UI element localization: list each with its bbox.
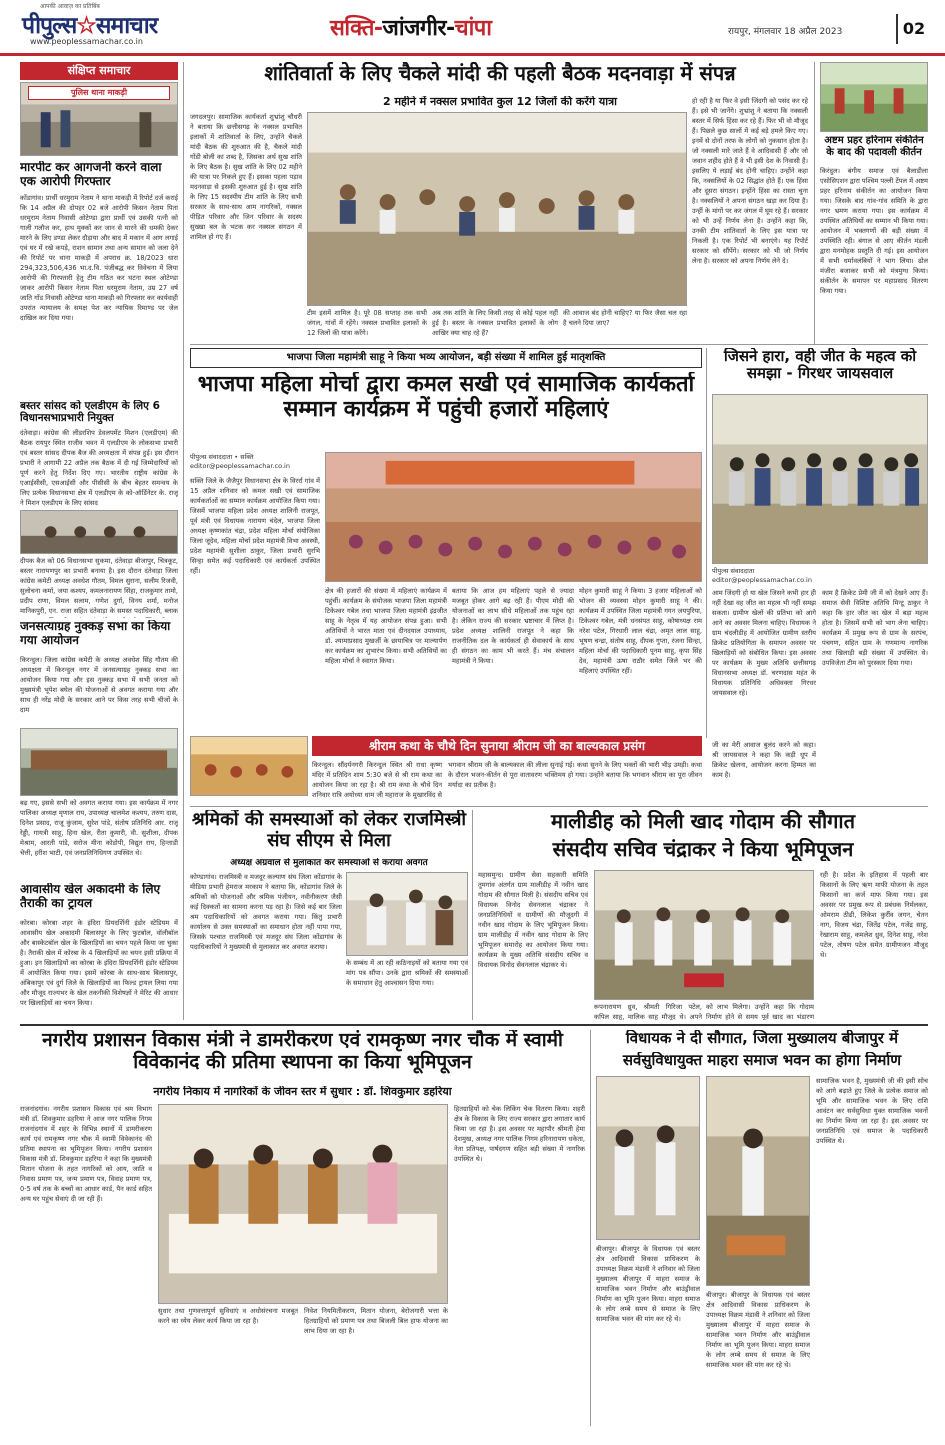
lead-subhead: 2 महीने में नक्सल प्रभावित कुल 12 जिलों की करेंगे यात्रा — [382, 96, 618, 108]
vivekanand-body-col1: राजनांदगांव। नगरीय प्रशासन विकास एवं श्रम विभाग मंत्री डॉ. शिवकुमार डहरिया ने आज नगर पालिक निगम राजनांदगांव में शहर के विभिन्न स्थानों में डामरीकरण कार्य एवं रामकृष्ण नगर चौक में स्वामी विवेकानंद की प्रतिमा स्थापना का भूमिपूजन किया। नगरीय प्रशासन विकास मंत्री डॉ. शिवकुमार डहरिया ने कहा कि मुख्यमंत्री मितान योजना के तहत नागरिकों को आय, जाति व निवास प्रमाण पत्र, जन्म प्रमाण पत्र, विवाह प्रमाण पत्र, 0-5 वर्ष तक के बच्चों का आधार कार्ड, पैन कार्ड सहित अन्य घर पहुंच सेवाएं दी जा रही हैं। — [20, 1105, 152, 1203]
shramik-body-col1: कोण्डागांव। राजमिस्त्री व मजदूर कल्याण संघ जिला कोंडागांव के मीडिया प्रभारी हेमराज मरकाम ने बताया कि, कोंडागांव जिले के श्रमिकों को योजनाओं और श्रमिक पंजीयन, नवीनीकरण जैसी कई दिक्कतों का सामना करना पड़ रहा है। जिसे कई बार जिला श्रम पदाधिकारियों को अवगत कराया गया। किंतु प्रभारी कार्यालय से उक्त समस्याओं का समाधान होता नहीं पाया गया, जिसके पश्चात राजमिस्त्री एवं मजदूर संघ जिला कोंडागांव के पदाधिकारियों ने मुख्यमंत्री से मुलाकात कर अवगत कराया। — [190, 873, 342, 951]
lead-body-col5: हो रही है या फिर वे इसी जिंदगी को पसंद कर रहे हैं। इसे भी जानेंगे। शुभ्रांशु ने बताया कि नक्सली बस्तर में सिर्फ हिंसा कर रहे हैं। फिर भी वो मौजूद हैं। पिछले कुछ सालों में कई बड़े हमले किए गए। इनमें से दोनों तरफ के लोगों को नुकसान होता है। जो नक्सली मारे जाते हैं वे आदिवासी हैं और जो जवान शहीद होते हैं वे भी इसी देश के निवासी हैं। इसलिए ये लड़ाई बंद होनी चाहिए। उन्होंने कहा कि, नक्सलियों के 02 सिद्धांत होते हैं। एक हिंसा और दूसरा संगठन। इन्होंने हिंसा का रास्ता चुना है। नक्सलियों ने अपना संगठन खड़ा कर दिया है। उन्हीं के मांगों पर कर जंगल में घूम रहे हैं। सरकार को भी उन्हें निर्णय लेना है। उन्होंने कहा कि, उनकी टीम शांतिवार्ता के लिए इस यात्रा पर निकली है। एक रिपोर्ट भी बनाएंगे। यह रिपोर्ट सरकार को सौंपेंगे। सरकार को भी जो निर्णय लेना है। सरकार को अपना निर्णय लेने दे। — [692, 97, 808, 265]
lead-body-col3: अब तक शांति के लिए किसी तरह से कोई पहल नहीं हुई है। बस्तर के नक्सल प्रभावित इलाकों के लोग आखिर क्या चाह रहे हैं? — [432, 309, 558, 337]
brief-news-banner: संक्षिप्त समाचार — [20, 62, 178, 80]
brief-3-body: किरन्दुल। जिला कांग्रेस कमेटी के अध्यक्ष अवधेश सिंह गौतम की अध्यक्षता में किरन्दुल नगर में जनसत्याग्रह नुक्कड़ सभा का आयोजन किया गया और इस नुक्कड़ सभा में सभी जनता को मुख्यमंत्री भूपेश बघेल की योजनाओं से अवगत कराया गया और साथ ही नरेंद्र मोदी के सरकार आने पर किस तरह सभी चीजों के दाम — [20, 656, 178, 714]
bjp-event-photo — [325, 452, 702, 582]
police-station-sign: पुलिस थाना माकड़ी — [28, 86, 170, 100]
vivekanand-event-photo — [158, 1104, 448, 1304]
mahra-community-photo — [596, 1076, 700, 1240]
rally-photo — [20, 728, 178, 796]
vivekanand-subhead: नगरीय निकाय में नागरिकों के जीवन स्तर में सुधार : डॉ. शिवकुमार डहरिया — [153, 1086, 452, 1098]
katha-photo — [190, 736, 308, 796]
lead-headline: शांतिवार्ता के लिए चैकले मांदी की पहली बैठक मदनवाड़ा में संपन्न — [264, 62, 736, 85]
column-divider — [183, 62, 184, 1020]
section-title: सक्ति-जांजगीर-चांपा — [330, 16, 492, 41]
vivekanand-body-col4: हितग्राहियों को चेक लिकिंग चेक वितरण किया। शहरी क्षेत्र के विकास के लिए राज्य सरकार द्वारा लगातार कार्य किया जा रहा है। इस अवसर पर महापौर श्रीमती हेमा देशमुख, अध्यक्ष नगर पालिक निगम हरिनारायण धकेता, नेता प्रतिपक्ष, पार्षदगण सहित बड़ी संख्या में नागरिक उपस्थित थे। — [454, 1105, 585, 1163]
bjp-headline: भाजपा महिला मोर्चा द्वारा कमल सखी एवं सामाजिक कार्यकर्ता सम्मान कार्यक्रम में पहुंची हजारों महिलाएं — [197, 372, 695, 423]
column-divider — [590, 1030, 591, 1426]
vivekanand-body-col3: निवेश नियमितीकरण, मितान योजना, बेरोजगारी भत्ता के हितग्राहियों को प्रमाण पत्र तथा बिजली बिल हाफ योजना का लाभ दिया जा रहा है। — [304, 1307, 448, 1335]
katha-body-col1: किरन्दुल। सौंदर्यनगरी किरन्दुल स्थित श्री राधा कृष्ण मंदिर में प्रतिदिन शाम 5:30 बजे से श्री राम कथा का आयोजन किया जा रहा है। श्री राम कथा के चौथे दिन शनिवार रात्रि अयोध्या धाम जी महाराज के मुखारविंद से — [312, 761, 442, 799]
katha-headline: श्रीराम कथा के चौथे दिन सुनाया श्रीराम जी का बाल्यकाल प्रसंग — [312, 736, 702, 756]
bjp-kicker: भाजपा जिला महामंत्री साहू ने किया भव्य आयोजन, बड़ी संख्या में शामिल हुई मातृशक्ति — [190, 348, 702, 368]
lead-body-col4: की आवाज बंद होनी चाहिए? या फिर जैसा चल रहा है चलने दिया जाए? — [563, 309, 687, 327]
mahra-headline-1: विधायक ने दी सौगात, जिला मुख्यालय बीजापुर में — [625, 1030, 899, 1047]
malidih-body-col4: रही है। प्रदेश के इतिहास में पहली बार किसानों के लिए ऋण माफी योजना के तहत किसानों का कर्ज माफ किया गया। इस अवसर पर प्रमुख रूप से प्रबंधक निर्मलकर, ओमराम ठीढी, लिकेश कुर्रीव जगन, चेतन नाग, विजय चंद्रा, जितेंद्र पटेल, गजेंद्र साहू, रेखाराम साहू, कमलेश ध्रुव, दिनेश साहू, नरेश पटेल, तोषण पटेल समेत ग्रामीणजन मौजूद थे। — [820, 871, 928, 959]
cricket-team-photo — [712, 394, 928, 564]
brief-3-headline: जनसत्याग्रह नुक्कड़ सभा का किया गया आयोजन — [20, 620, 171, 647]
malidih-body-col1: महासमुन्द। ग्रामीण सेवा सहकारी समिति तुमगांव अंतर्गत ग्राम मालीडीह में नवीन खाद गोदाम की सौगात मिली है। संसदीय सचिव एवं विधायक विनोद सेवनलाल चंद्राकर ने जनप्रतिनिधियों व ग्रामीणों की मौजूदगी में नवीन खाद गोदाम के लिए भूमिपूजन किया। ग्राम मालीडीह में नवीन खाद गोदाम के लिए भूमिपूजन समारोह का आयोजन किया गया। कार्यक्रम के मुख्य अतिथि संसदीय सचिव व विधायक विनोद सेवनलाल चंद्राकर थे। — [478, 871, 588, 969]
section-divider — [20, 1024, 928, 1026]
shramik-subhead: अध्यक्ष अग्रवाल से मुलाकात कर समस्याओं से कराया अवगत — [230, 858, 428, 868]
congress-meeting-photo — [20, 510, 178, 554]
vivekanand-body-col2: सुधार तथा गुणवत्तापूर्ण सुविधाएं व अधोसंरचना मजबूत करने का ध्येय लेकर कार्य किया जा रहा है। — [158, 1307, 298, 1325]
lead-body-col2: टीम इसमें शामिल है। पूरे 08 सप्ताह तक सभी जंगल, गांवों में रहेंगे। नक्सल प्रभावित इलाकों के 12 जिलों की यात्रा करेंगे। — [307, 309, 427, 337]
mahra-body-col2: बीजापुर। बीजापुर के विधायक एवं बस्तर क्षेत्र आदिवासी विकास प्राधिकरण के उपाध्यक्ष विक्रम मंडावी ने शनिवार को जिला मुख्यालय बीजापुर में माहरा समाज के सामाजिक भवन निर्माण और बाउंड्रीवाल निर्माण का भूमि पूजन किया। माहरा समाज के लोग लम्बे समय से समाज के लिए सामाजिक भवन की मांग कर रहे थे। — [706, 1291, 810, 1369]
shanti-meeting-photo — [307, 112, 687, 306]
bjp-body-col3: बताया कि आज हम महिलाएं पहले से ज्यादा मजबूत होकर आगे बढ़ रही हैं। पीएम मोदी की योजनाओं का लाभ सीधे महिलाओं तक पहुंच रहा है। लेकिन राज्य की सरकार भ्रष्टाचार में लिप्त है। प्रदेश अध्यक्ष शालिनी राजपूत ने कहा कि राजनीतिक दल के कार्यकर्ता ही सेवाकार्य के साथ ही संगठन का काम भी करते हैं। मंच संचालन महामंत्री ने किया। — [452, 587, 574, 665]
jaiswal-byline: पीपुल्स संवाददाता — [712, 567, 755, 575]
newspaper-logo: पीपुल्स☆समाचार — [22, 12, 158, 39]
column-divider — [814, 62, 815, 344]
brief-1-body: कोंडागांव। प्रार्थी धरमुराम नेताम ने थाना माकड़ी में रिपोर्ट दर्ज कराई कि 14 अप्रैल की दोपहर 02 बजे आरोपी किसन नेताम पिता धरमुराम नेताम निवासी ओटेण्डा द्वारा प्रार्थी एवं उसकी पत्नी को गाली गलौज कर, हाथ मुक्कों कर जान से मारने की धमकी देकर मारने के लिए डण्डा लेकर दौड़ाया और बाद में मकान में आग लगाई एवं घर में रखे कपड़े, राशन सामान तथा अन्य सामान को जला देने की रिपोर्ट पर थाना माकड़ी में अपराध क्र. 18/2023 धारा 294,323,506,436 भा.द.वि. पंजीबद्ध कर विवेचना में लिया आरोपी की गिरफ्तारी हेतु टीम गठित कर घटना स्थल ओटेण्डा जाकर आरोपी किसन नेताम पिता धरमुराम नेताम, उम्र 27 वर्ष जाति गोंड निवासी ओटेण्डा थाना माकड़ी को गिरफ्तार कर कार्यवाही उपरांत न्यायालय के समक्ष पेश कर न्यायिक रिमाण्ड पर जेल दाखिल कर दिया गया। — [20, 194, 178, 322]
jaiswal-body-col1: आम जिंदगी हो या खेल जिसने कभी हार ही नहीं देखा वह जीत का महत्व भी नहीं समझ सकता। ग्रामीण खेलों की प्रतिभा को आगे आने का अवसर मिलना चाहिए। विधायक ने ग्राम चंदलीडीह में आयोजित ग्रामीण स्तरीय क्रिकेट प्रतियोगिता के समापन अवसर पर खिलाड़ियों को संबोधित किया। इस अवसर पर कार्यक्रम के मुख्य अतिथि छत्तीसगढ़ विधानसभा अध्यक्ष डॉ. चरणदास महंत के विधायक प्रतिनिधि अधिवक्ता गिरधर जायसवाल रहे। — [712, 589, 816, 697]
shramik-headline: श्रमिकों की समस्याओं को लेकर राजमिस्त्री संघ सीएम से मिला — [191, 810, 467, 851]
malidih-headline-1: मालीडीह को मिली खाद गोदाम की सौगात — [550, 810, 856, 833]
brief-2-headline: बस्तर सांसद को एलडीएम के लिए 6 विधानसभाप्रभारी नियुक्त — [20, 400, 160, 425]
katha-body-col3: जी का मेरी आवाज बुलंद करने को कहा। श्री जायसवाल ने कहा कि कड़ी धूप में क्रिकेट खेलना, आयोजन करना हिम्मत का काम है। — [712, 741, 816, 779]
malidih-body-col2: रूपनारायण ध्रुव, श्रीमती गिरिजा पटेल, कपिल साहू, मालिक साहू मौजूद थे। अपने — [594, 1003, 702, 1020]
brief-2-body-cont: दीपक बैज को 06 विधानसभा सुकमा, दंतेवाड़ा बीजापुर, चित्रकूट, बस्तर नारायणपुर का प्रभारी बनाया है। इस दौरान दंतेवाड़ा जिला कांग्रेस कमेटी अध्यक्ष अवधेश गौतम, विमल सुराना, सलीम रिजवी, सुलोचना कर्मा, जया कश्यप, कमलनारायण सिंहा, राजकुमार तामो, प्रदीप राणा, विमल सलाम, गणेश दुर्गा, विनय शर्मा, मनोज मानिकपुरी, एन. राजा सहित दंतेवाड़ा के समस्त पदाधिकारी, ब्लाक — [20, 557, 178, 615]
brief-3-body-cont: बढ़ गए, इससे सभी को अवगत कराया गया। इस कार्यक्रम में नगर पालिका अध्यक्ष मृणाल राय, उपाध्यक्ष चालमेश कश्यप, तरुण दास, दिनेश प्रसाद, राजू कुंजाम, सुरेश पांडे, संतोष प्रतिनिधि आर. राजू रेड्डी, गायत्री साहू, हिना खेल, रीता कुमारी, वी. सुशीला, दीपक मेश्राम, आरती पांडे, सरोज मीना कोडोपी, विद्युत राय, हिन्ताडी चेत्ती, हरीश भाटी, एवं जनप्रतिनिधिगण उपस्थित थे। — [20, 799, 178, 857]
jaiswal-headline: जिसने हारा, वही जीत के महत्व को समझा - गिरधर जायसवाल — [723, 348, 917, 383]
bjp-byline: पीपुल्स संवाददाता • सक्ति — [190, 453, 254, 461]
bjp-email: editor@peoplessamachar.co.in — [190, 462, 290, 470]
website-url: www.peoplessamachar.co.in — [30, 37, 143, 46]
katha-body-col2: भगवान श्रीराम जी के बाल्यकाल की लीला सुनाई गई। कथा सुनने के लिए भक्तों की भारी भीड़ उमड़ी। कथा के दौरान भजन-कीर्तन से पूरा वातावरण भक्तिमय हो गया। उन्होंने बताया कि भगवान श्रीराम का पूरा जीवन मर्यादा का प्रतीक है। — [448, 761, 702, 789]
mahra-headline-2: सर्वसुविधायुक्त माहरा समाज भवन का होगा निर्माण — [622, 1052, 902, 1069]
bjp-body-col1: सक्ति जिले के जैजैपुर विधानसभा क्षेत्र के विरर्रा गांव में 15 अप्रैल शनिवार को कमल सखी एवं सामाजिक कार्यकर्ताओं का सम्मान कार्यक्रम आयोजित किया गया। जिसमें भाजपा महिला प्रदेश अध्यक्ष शालिनी राजपूत, पूर्व मंत्री एवं विधायक नारायण चंदेल, भाजपा जिला अध्यक्ष कृष्णकांत चंद्रा, प्रदेश महिला मोर्चा संयोजिका जिला जूदेव, महिला मोर्चा प्रदेश महामंत्री विभा अवस्थी, प्रदेश महामंत्री सुशीला ठाकुर, जिला प्रभारी सुरभि सिन्हा समेत कई पदाधिकारी एवं कार्यकर्ता उपस्थित रहीं। — [190, 477, 320, 575]
page-number: 02 — [896, 14, 930, 44]
column-divider — [472, 810, 473, 1020]
lead-body-col1: जगदलपुर। सामाजिक कार्यकर्ता शुभ्रांशु चौधरी ने बताया कि छत्तीसगढ़ के नक्सल प्रभावित इलाकों में शांतिवार्ता के लिए, उन्होंने चैकले मांदी बैठक की शुरुआत की है, चैकले मांदी गोंडी बोली का शब्द है, जिसका अर्थ सुख शांति के लिए बैठक है। सुख शांति के लिए 02 महीने की यात्रा पर निकले हुए हैं। इसका पहला पड़ाव मदनवाड़ा से इसकी शुरुआत हुई है। सुख शांति के लिए 15 सदस्यीय टीम शांति के लिए सभी सरकार के साथ-साथ आम नागरिकों, नक्सल पीड़ित परिवार और जिन परिवार के सदस्य सुख्खा बल के भटक कर नक्सल संगठन में शामिल हो गए हैं। — [190, 113, 302, 241]
column-divider — [706, 348, 707, 738]
malidih-headline-2: संसदीय सचिव चंद्राकर ने किया भूमिपूजन — [552, 838, 854, 861]
shramik-body-col2: के सम्बंध में आ रही कठिनाइयों को बताया गया एवं मांग पत्र सौंपा। उनके द्वारा श्रमिकों की समस्याओं के समाधान हेतु आश्वासन दिया गया। — [346, 959, 468, 987]
edition-date: रायपुर, मंगलवार 18 अप्रैल 2023 — [728, 27, 843, 37]
logo-tagline: आपकी आवाज़ का प्रतिबिंब — [40, 3, 100, 10]
brief-2-body: दंतेवाड़ा। कांग्रेस की लीडरशिप डेवलपमेंट मिशन (एलडीएम) की बैठक रायपुर स्थित राजीव भवन में एलडीएम के लोकसभा प्रभारी एवं बस्तर सांसद दीपक बैज की अध्यक्षता में संपन्न हुई। इस दौरान प्रभारी ने आगामी 22 अप्रैल तक बैठक में दी गई जिम्मेदारियों को पूर्ण करने हेतु निर्देश दिए गए। भारतीय राष्ट्रीय कांग्रेस के एआईसीसी, एसआईसी और पीसीसी के बीच बेहतर समन्वय के लिए प्रत्येक विधानसभा क्षेत्र में एलडीएम के को-ऑर्डिनेटर के. राजू ने मिशन एलडीएम के लिए सांसद — [20, 429, 178, 507]
mahra-body-col1: बीजापुर। बीजापुर के विधायक एवं बस्तर क्षेत्र आदिवासी विकास प्राधिकरण के उपाध्यक्ष विक्रम मंडावी ने शनिवार को जिला मुख्यालय बीजापुर में माहरा समाज के सामाजिक भवन निर्माण और बाउंड्रीवाल निर्माण का भूमि पूजन किया। माहरा समाज के लोग लम्बे समय से समाज के लिए सामाजिक भवन की मांग कर रहे थे। — [596, 1245, 700, 1323]
bjp-body-col2: क्षेत्र की हजारों की संख्या में महिलाएं कार्यक्रम में पहुंचीं। कार्यक्रम के संयोजक भाजपा जिला महामंत्री टिकेश्वर गबेल तथा भाजपा जिला महामंत्री इंद्रजीत साहू के नेतृत्व में यह आयोजन संपन्न हुआ। सभी अतिथियों ने भारत माता एवं दीनदयाल उपाध्याय, डॉ. श्यामाप्रसाद मुखर्जी के छायाचित्र पर माल्यार्पण कर कार्यक्रम का शुभारंभ किया। सभी अतिथियों का महिला मोर्चा ने स्वागत किया। — [325, 587, 447, 665]
masthead — [0, 0, 945, 56]
bjp-body-col4: मोहन कुमारी साहू ने किया। 3 हजार महिलाओं को भोजन की व्यवस्था मोहन कुमारी साहू ने की। कार्यक्रम में उपस्थित जिला महामंत्री गगन जयपुरिया, टिकेश्वर गबेल, मंत्री धनसंपत साहू, कोषाध्यक्ष राम नरेश पटेल, गिरधारी लाल चंद्रा, अमृत लाल साहू, भूषण चन्द्रा, संतोष साहू, दीपक गुप्ता, रंजना सिन्हा, महिला मोर्चा की पदाधिकारी पूनम साहू, कृपा सिंह देव, महामंत्री ऊषा राठौर समेत जिले भर की महिलाएं उपस्थित रहीं। — [579, 587, 702, 675]
mahra-bhoomipujan-photo — [706, 1076, 810, 1286]
brief-1-headline: मारपीट कर आगजनी करने वाला एक आरोपी गिरफ्तार — [20, 161, 162, 188]
malidih-body-col3: को लाभ मिलेगा। उन्होंने कहा कि गोदाम निर्माण होने से समय पूर्व खाद का भंडारण — [706, 1003, 814, 1020]
kirtan-photo — [820, 62, 928, 132]
section-divider — [190, 806, 928, 807]
kirtan-headline: अष्टम प्रहर हरिनाम संकीर्तन के बाद की पदावली कीर्तन — [824, 135, 924, 158]
jaiswal-body-col2: काम है क्रिकेट प्रेमी जी में को देखने आए हैं। समाज सेवी विशिष्ट अतिथि मिन्टू ठाकुर ने कहा कि हार जीत का खेल में बड़ा महत्व होता है। जिसमें सभी को भाग लेना चाहिए। कार्यक्रम में प्रमुख रूप से ग्राम के सरपंच, पंचगण, सहित ग्राम के गणमान्य नागरिक तथा खिलाड़ी बड़ी संख्या में उपस्थित थे। उपविजेता टीम को पुरस्कार दिया गया। — [822, 589, 928, 667]
brief-4-body: कोरबा। कोरबा शहर के इंदिरा प्रियदर्शिनी इंडोर स्टेडियम में आवासीय खेल अकादमी बिलासपुर के लिए फुटबॉल, वॉलीबॉल और बास्केटबॉल खेल के खिलाड़ियों का चयन पहले किया जा चुका है। तैराकी खेल में कोरबा के 4 खिलाड़ियों का चयन इसी प्रक्रिया में हुआ। इन खिलाड़ियों का कोरबा के इंदिरा प्रियदर्शिनी इंडोर स्टेडियम में आयोजित किया गया। इसमें कोरबा के साथ-साथ बिलासपुर, अंबिकापुर एवं दुर्ग जिले के खिलाड़ियों का फिल्ड ट्रायल लिया गया और मौजूद राज्यभर के खेल तकनीकी विशेषज्ञों ने मेरिट की आधार पर खिलाड़ियों का चयन किया। — [20, 919, 178, 1007]
section-divider — [190, 344, 928, 345]
mahra-body-col3: सामाजिक भवन है, मुख्यमंत्री जी की इसी सोच को आगे बढ़ाते हुए जिले के प्रत्येक समाज को भूमि और सामाजिक भवन के लिए राशि आवंटन कर सर्वसुविधा युक्त सामाजिक भवनों का निर्माण किया जा रहा है। इस अवसर पर जनप्रतिनिधि एवं समाज के पदाधिकारी उपस्थित थे। — [816, 1077, 928, 1145]
brief-4-headline: आवासीय खेल अकादमी के लिए तैराकी का ट्रायल — [20, 883, 161, 910]
shramik-meeting-photo — [346, 872, 468, 956]
jaiswal-email: editor@peoplessamachar.co.in — [712, 576, 812, 584]
vivekanand-headline: नगरीय प्रशासन विकास मंत्री ने डामरीकरण एवं रामकृष्ण नगर चौक में स्वामी विवेकानंद की प्रतिमा स्थापना का किया भूमिपूजन — [42, 1030, 563, 1073]
kirtan-body: किरंदुल। बंगीय समाज एवं बैलाडीला एसोसिएशन द्वारा पश्चिम पल्ली टेंपल में अष्टम प्रहर हरिनाम संकीर्तन का आयोजन किया गया। जिसके बाद गांव-गांव समिति के द्वारा नगर भ्रमण कराया गया। इस कार्यक्रम में उपस्थित अतिथियों का सम्मान भी किया गया। आयोजन में भक्तगणों की बड़ी संख्या में उपस्थिति रही। बंगाल से आए कीर्तन मंडली द्वारा मनमोहक प्रस्तुति दी गई। इस आयोजन में सभी धर्मावलंबियों ने भाग लिया। ढोल मंजीरा बजाकर सभी को मंत्रमुग्ध किया। संकीर्तन के समापन पर महाप्रसाद वितरण किया गया। — [820, 167, 928, 295]
bhoomipujan-photo — [594, 870, 814, 1000]
